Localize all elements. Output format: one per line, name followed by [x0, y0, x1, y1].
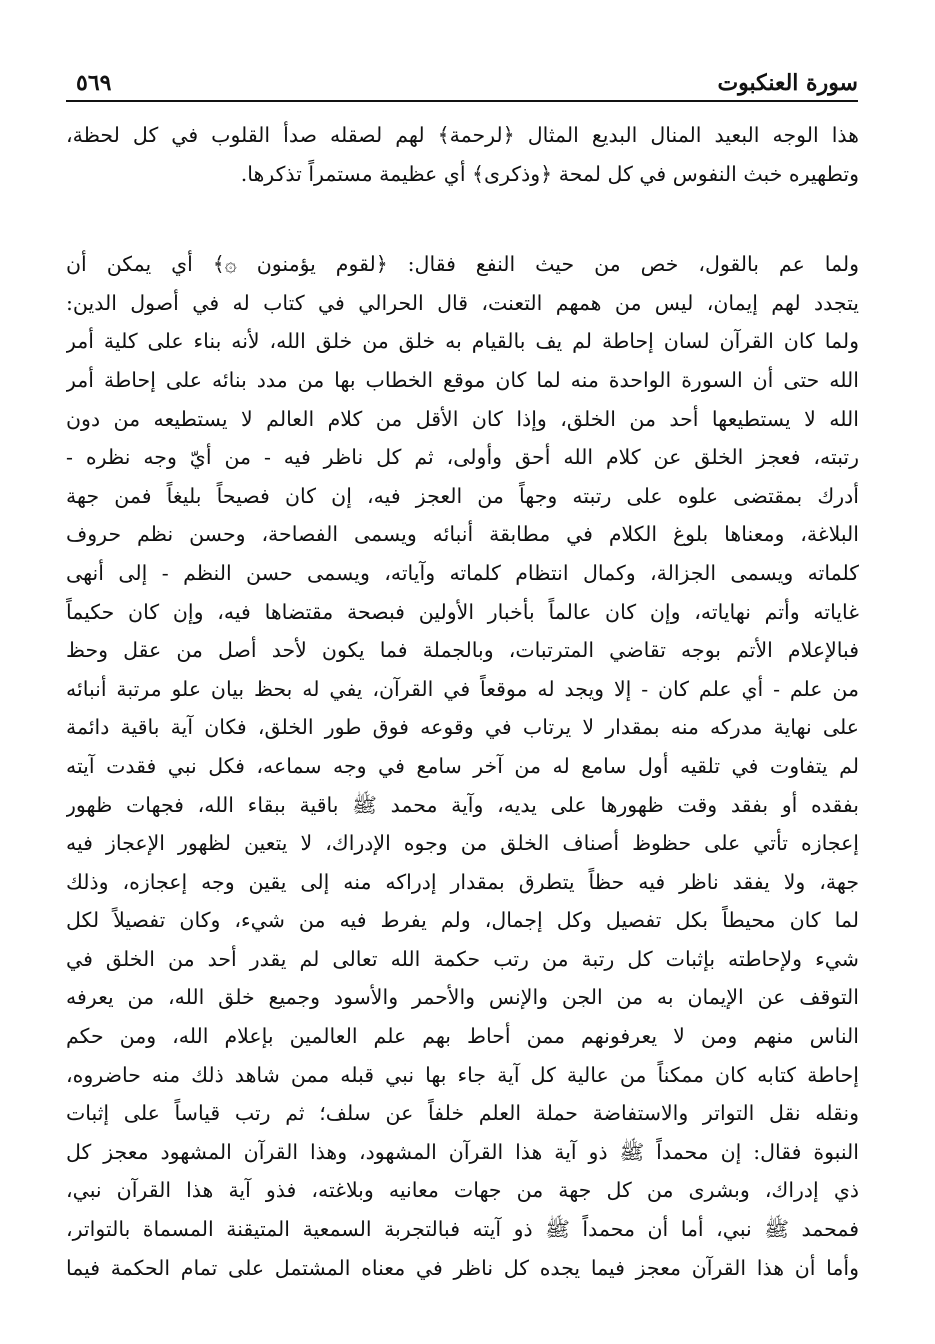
text-line: التوقف عن الإيمان به من الجن والإنس والأحمر والأسود وجميع خلق الله، من يعرفه [66, 985, 859, 1010]
text-line: إعجازه تأتي على حظوظ أصناف الخلق من وجوه الإدراك، لا يتعين لظهور الإعجاز فيه [66, 831, 859, 856]
text-line: شيء ولإحاطته بإثبات كل رتبة من رتب حكمة الله تعالى لم يقدر أحد من الخلق في [66, 946, 859, 971]
running-header [66, 58, 858, 102]
text-line: الله لا يستطيعها أحد من الخلق، وإذا كان الأقل من كلام العالم لا يستطيعه من دون [66, 406, 859, 431]
text-line: البلاغة، ومعناها بلوغ الكلام في مطابقة أنبائه ويسمى الفصاحة، وحسن نظم حروف [66, 522, 859, 547]
header-divider [66, 100, 858, 102]
text-line: فمحمد ﷺ نبي، أما أن محمداً ﷺ ذو آيته فبالتجربة السمعية المتيقنة المسماة بالتواتر، [66, 1217, 859, 1242]
paragraph-spacer [66, 193, 859, 245]
text-line: ولما عم بالقول، خص من حيث النفع فقال: ﴿لقوم يؤمنون ۞﴾ أي يمكن أن [66, 252, 859, 277]
text-line: أدرك بمقتضى علوه على رتبته وجهاً من العجز فيه، إن كان فصيحاً بليغاً فمن جهة [66, 483, 859, 508]
text-line: وتطهيره خبث النفوس في كل لمحة ﴿وذكرى﴾ أي عظيمة مستمراً تذكرها. [240, 161, 859, 186]
text-line: وأما أن هذا القرآن معجز فيما يجده كل ناظر في معناه المشتمل على تمام الحكمة فيما [66, 1255, 859, 1280]
text-line: كلماته ويسمى الجزالة، وكمال انتظام كلماته وآياته، ويسمى حسن النظم - إلى أنهى [66, 560, 859, 585]
text-line: رتبته، فعجز الخلق عن كلام الله أحق وأولى، ثم كل ناظر فيه - من أيّ وجه نظره - [66, 445, 859, 470]
text-line: فبالإعلام الأتم بوجه تقاضي المترتبات، وبالجملة فما يكون لأحد أصل من عقل وحظ [66, 638, 859, 663]
text-line: جهة، ولا يفقد ناظر فيه حظاً يتطرق بمقدار إدراكه منه إلى يقين وجه إعجازه، وذلك [66, 869, 859, 894]
text-line: لما كان محيطاً بكل تفصيل وكل إجمال، ولم يفرط فيه من شيء، وكان تفصيلاً لكل [66, 908, 859, 933]
body-text [66, 116, 859, 1287]
text-line: لم يتفاوت في تلقيه أول سامع له من آخر سامع في وجه سماعه، فكل نبي فقدت آيته [66, 753, 859, 778]
text-line: هذا الوجه البعيد المنال البديع المثال ﴿لرحمة﴾ لهم لصقله صدأ القلوب في كل لحظة، [66, 123, 859, 147]
text-line: ذي إدراك، وبشرى من كل جهة من جهات معانيه وبلاغته، فذو آية هذا القرآن نبي، [66, 1178, 859, 1203]
text-line: الناس منهم ومن لا يعرفونهم ممن أحاط بهم علم العالمين بإعلام الله، ومن حكم [66, 1024, 859, 1049]
text-line: بفقده أو بفقد وقت ظهورها على يديه، وآية محمد ﷺ باقية ببقاء الله، فجهات ظهور [66, 792, 859, 817]
text-line: ونقله نقل التواتر والاستفاضة حملة العلم خلفاً عن سلف؛ ثم رتب قياساً على إثبات [66, 1101, 859, 1126]
page-number: ٥٦٩ [76, 70, 112, 96]
text-line: الله حتى أن السورة الواحدة منه لما كان موقع الخطاب بها من مدد بنائه على إحاطة أمر [66, 367, 859, 392]
paragraph-2 [66, 245, 859, 1287]
surah-title: سورة العنكبوت [717, 70, 858, 96]
text-line: يتجدد لهم إيمان، ليس من همهم التعنت، قال الحرالي في كتاب له في أصول الدين: [66, 290, 859, 315]
text-line: إحاطة كتابه كان ممكناً من عالية كل آية جاء بها نبي قبله ممن شاهد ذلك منه حاضروه، [66, 1062, 859, 1087]
paragraph-1 [66, 116, 859, 193]
text-line: من علم - أي علم كان - إلا ويجد له موقعاً في القرآن، يفي له بحظ بيان علو مرتبة أنبائه [66, 676, 859, 701]
text-line: على نهاية مدركه منه بمقدار لا يرتاب في وقوعه فوق طور الخلق، فكان آية باقية دائمة [66, 715, 859, 740]
text-line: النبوة فقال: إن محمداً ﷺ ذو آية هذا القرآن المشهود، وهذا القرآن المشهود معجز كل [66, 1139, 859, 1164]
text-line: غاياته وأتم نهاياته، وإن كان عالماً بأخبار الأولين فبصحة مقتضاها فيه، وإن كان حكيماً [66, 599, 859, 624]
text-line: ولما كان القرآن لسان إحاطة لم يف بالقيام به خلق من خلق الله، لأنه بناء على كلية أمر [66, 329, 859, 354]
